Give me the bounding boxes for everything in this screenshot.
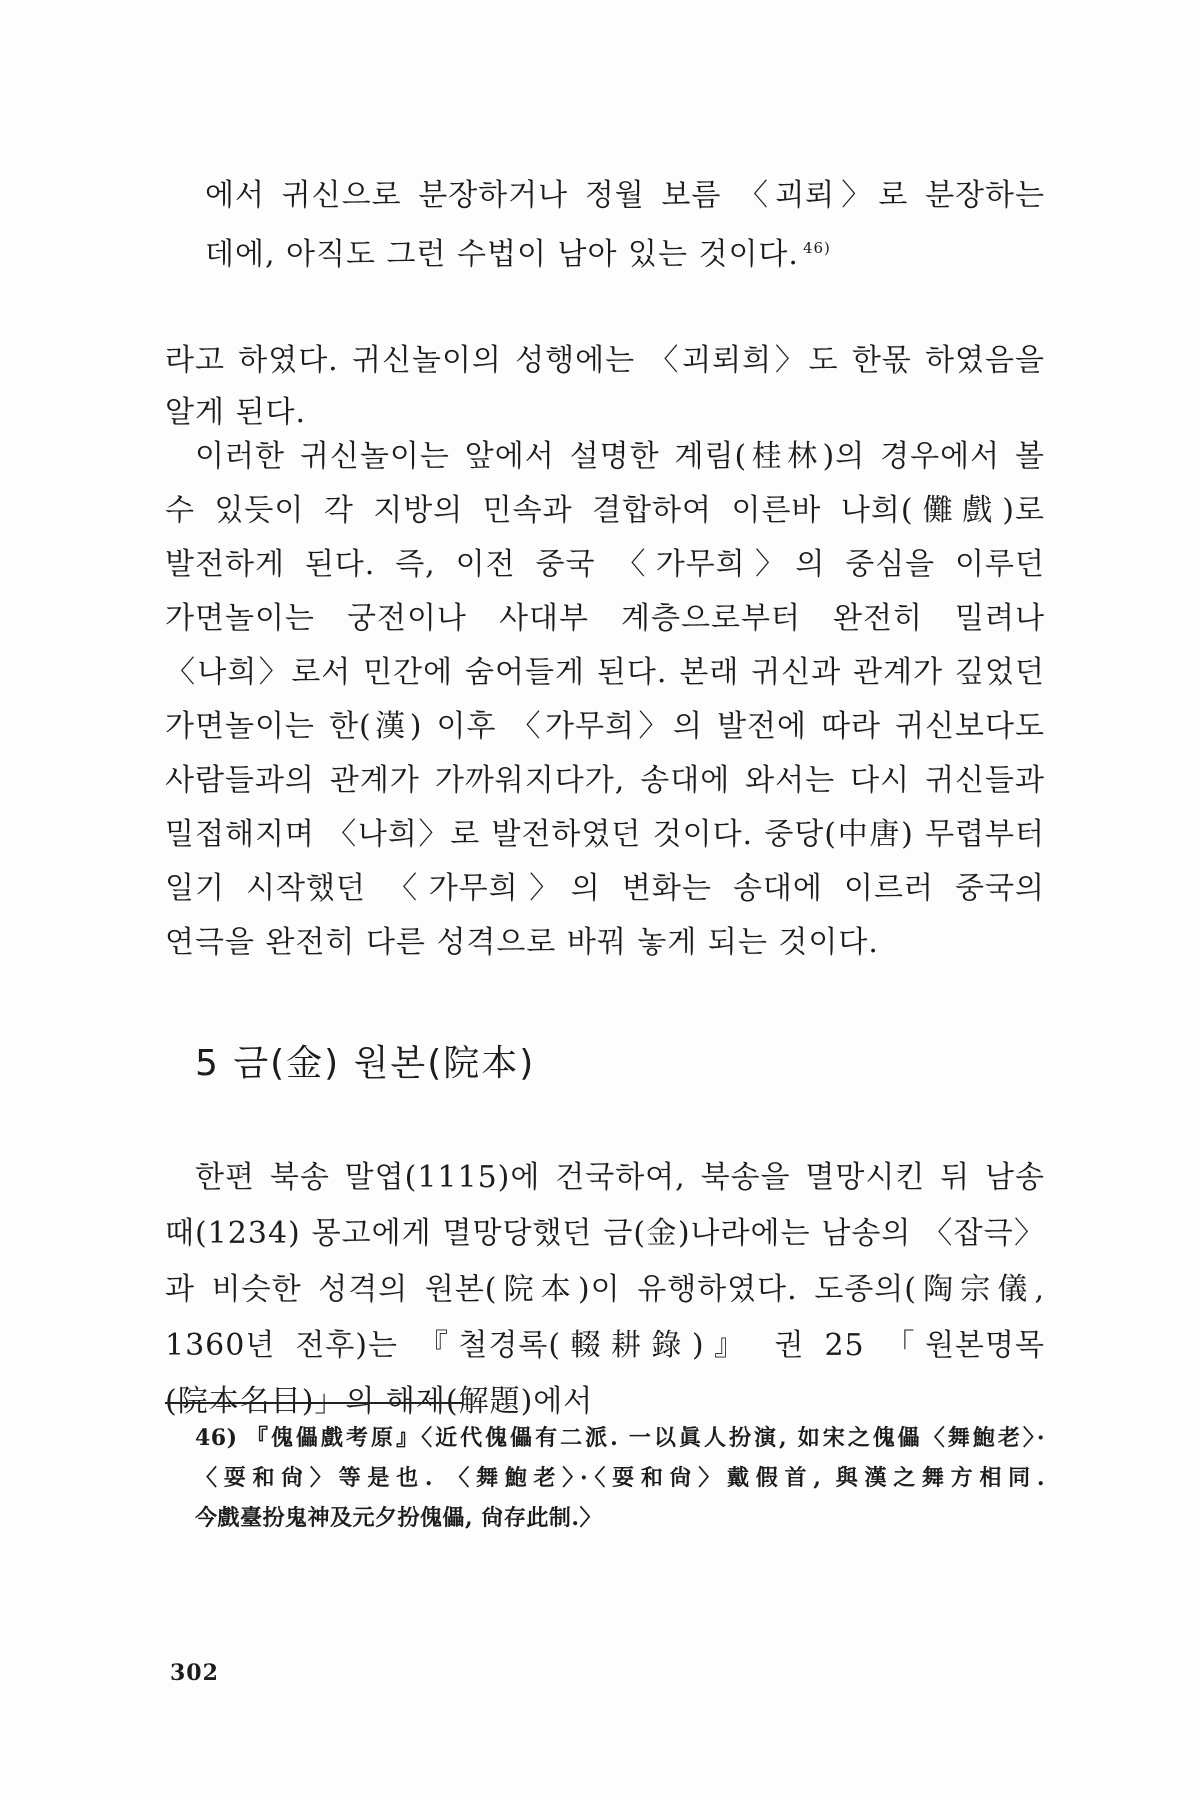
paragraph-2	[165, 430, 1045, 970]
quote-text: 에서 귀신으로 분장하거나 정월 보름 〈괴뢰〉로 분장하는 데에, 아직도 그런 수법이 남아 있는 것이다.	[205, 178, 1045, 272]
footnote-reference[interactable]: 46)	[802, 239, 831, 257]
paragraph-2-text: 이러한 귀신놀이는 앞에서 설명한 계림(桂林)의 경우에서 볼 수 있듯이 각 지방의 민속과 결합하여 이른바 나희(儺戲)로 발전하게 된다. 즉, 이전 중국 〈가무희〉의 중심을 이루던 가면놀이는 궁전이나 사대부 계층으로부터 완전히 밀려나 〈나희〉로서 민간에 숨어들게 된다. 본래 귀신과 관계가 깊었던 가면놀이는 한(漢) 이후 〈가무희〉의 발전에 따라 귀신보다도 사람들과의 관계가 가까워지다가, 송대에 와서는 다시 귀신들과 밀접해지며 〈나희〉로 발전하였던 것이다. 중당(中唐) 무렵부터 일기 시작했던 〈가무희〉의 변화는 송대에 이르러 중국의 연극을 완전히 다른 성격으로 바꿔 놓게 되는 것이다.	[165, 439, 1045, 960]
paragraph-1	[165, 335, 1045, 439]
paragraph-3	[165, 1150, 1045, 1430]
block-quote	[205, 170, 1045, 281]
footnote-text: 『傀儡戲考原』〈近代傀儡有二派. 一以眞人扮演, 如宋之傀儡〈舞鮑老〉·〈耍和尙〉等是也. 〈舞鮑老〉·〈耍和尙〉戴假首, 與漢之舞方相同. 今戲臺扮鬼神及元夕扮傀儡, 尙存此制.〉	[195, 1425, 1045, 1531]
footnote-46	[195, 1418, 1045, 1538]
section-heading: 5 금(金) 원본(院本)	[195, 1043, 536, 1084]
paragraph-3-text: 한편 북송 말엽(1115)에 건국하여, 북송을 멸망시킨 뒤 남송 때(1234) 몽고에게 멸망당했던 금(金)나라에는 남송의 〈잡극〉과 비슷한 성격의 원본(院本)이 유행하였다. 도종의(陶宗儀, 1360년 전후)는 『철경록(輟耕錄)』 권 25 「원본명목(院本名目)」의 해제(解題)에서	[165, 1160, 1045, 1419]
footnote-number: 46)	[195, 1425, 238, 1451]
page-number: 302	[170, 1660, 219, 1686]
paragraph-1-text: 라고 하였다. 귀신놀이의 성행에는 〈괴뢰희〉도 한몫 하였음을 알게 된다.	[165, 343, 1045, 430]
footnote-divider	[165, 1402, 463, 1404]
quote-paragraph	[205, 170, 1045, 281]
